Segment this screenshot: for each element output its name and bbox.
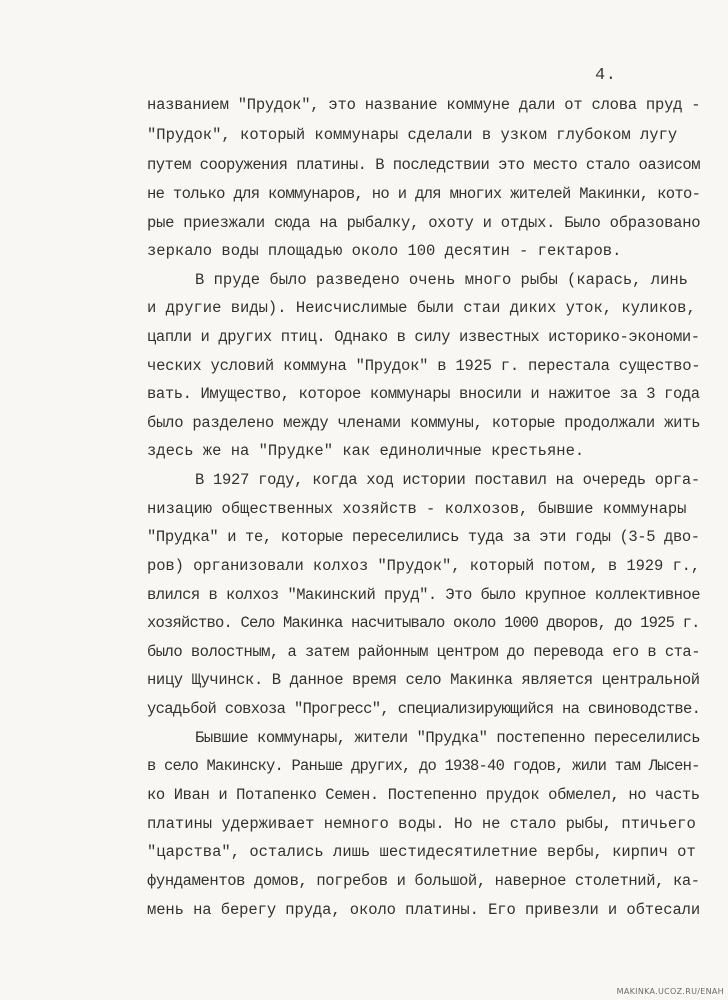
text-line: названием "Прудок", это название коммуне дали от слова пруд - [147, 96, 701, 114]
text-line: Бывшие коммунары, жители "Прудка" постепенно переселились [195, 729, 701, 747]
text-line: здесь же на "Прудке" как единоличные крестьяне. [147, 442, 585, 460]
text-line: "Прудок", который коммунары сделали в узком глубоком лугу [147, 126, 678, 144]
text-line: В 1927 году, когда ход истории поставил на очередь орга- [195, 471, 700, 489]
text-line: усадьбой совхоза "Прогресс", специализирующийся на свиноводстве. [147, 700, 701, 718]
site-watermark: MAKINKA.UCOZ.RU/ENAH [616, 987, 724, 996]
text-line: В пруде было разведено очень много рыбы (карась, линь [195, 271, 688, 289]
text-line: зеркало воды площадью около 100 десятин - гектаров. [147, 242, 622, 260]
text-line: "царства", остались лишь шестидесятилетние вербы, кирпич от [147, 843, 696, 861]
text-line: низацию общественных хозяйств - колхозов, бывшие коммунары [147, 500, 687, 518]
text-line: фундаментов домов, погребов и большой, наверное столетний, ка- [147, 872, 700, 890]
text-line: платины удерживает немного воды. Но не стало рыбы, птичьего [147, 815, 696, 833]
text-line: вать. Имущество, которое коммунары вносили и нажитое за 3 года [147, 385, 700, 403]
text-line: путем сооружения платины. В последствии это место стало оазисом [147, 156, 700, 174]
text-line: хозяйство. Село Макинка насчитывало около 1000 дворов, до 1925 г. [147, 614, 700, 632]
text-line: и другие виды). Неисчислимые были стаи диких уток, куликов, [147, 299, 696, 317]
text-line: цапли и других птиц. Однако в силу известных историко-экономи- [147, 328, 700, 346]
text-line: не только для коммунаров, но и для многих жителей Макинки, кото- [147, 185, 701, 203]
text-line: было разделено между членами коммуны, которые продолжали жить [147, 414, 701, 432]
text-line: рые приезжали сюда на рыбалку, охоту и отдых. Было образовано [147, 214, 701, 232]
text-line: ров) организовали колхоз "Прудок", который потом, в 1929 г., [147, 557, 701, 575]
text-line: было волостным, а затем районным центром до перевода его в ста- [147, 643, 700, 661]
text-line: ницу Щучинск. В данное время село Макинка является центральной [147, 671, 700, 689]
text-line: ко Иван и Потапенко Семен. Постепенно прудок обмелел, но часть [147, 786, 700, 804]
text-line: ческих условий коммуна "Прудок" в 1925 г. перестала существо- [147, 357, 701, 375]
text-line: "Прудка" и те, которые переселились туда за эти годы (3-5 дво- [147, 528, 700, 546]
page-number: 4. [595, 66, 617, 85]
text-line: влился в колхоз "Макинский пруд". Это было крупное коллективное [147, 586, 700, 604]
text-line: мень на берегу пруда, около платины. Его привезли и обтесали [147, 901, 701, 919]
text-line: в село Макинску. Раньше других, до 1938-40 годов, жили там Лысен- [147, 757, 700, 775]
